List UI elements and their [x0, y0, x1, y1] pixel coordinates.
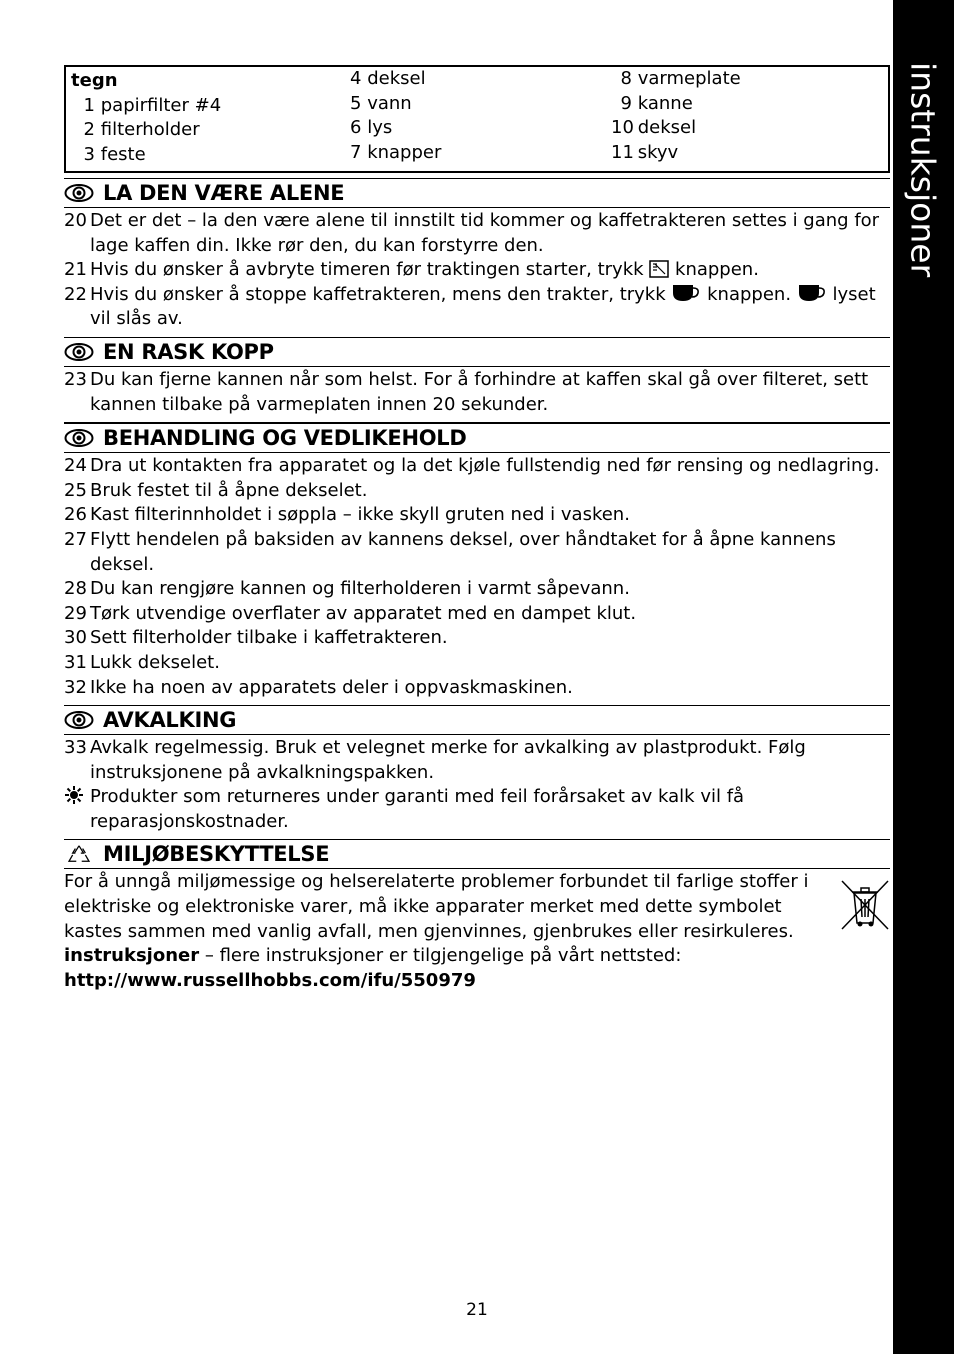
- list-item: 32 Ikke ha noen av apparatets deler i oppvaskmaskinen.: [64, 676, 573, 698]
- timer-button-icon: [649, 260, 669, 278]
- legend-item: 2 filterholder: [83, 119, 200, 140]
- list-item: 26 Kast filterinnholdet i søppla – ikke skyll gruten ned i vasken.: [64, 504, 630, 526]
- list-item: 31 Lukk dekselet.: [64, 651, 220, 673]
- list-item: 20 Det er det – la den være alene til innstilt tid kommer og kaffetrakteren settes i gang for lage kaffen din. Ikke rør den, du kan forstyrre den.: [64, 210, 880, 256]
- list-item: 21 Hvis du ønsker å avbryte timeren før traktingen starter, trykk knappen.: [64, 259, 759, 281]
- section-heading-quick-cup: EN RASK KOPP: [64, 337, 890, 367]
- parts-legend: [64, 65, 890, 173]
- eye-icon: [64, 342, 94, 362]
- section-body-care: [64, 453, 890, 700]
- section-body-quick-cup: [64, 367, 890, 417]
- instructions-url: http://www.russellhobbs.com/ifu/550979: [64, 969, 476, 991]
- legend-item: 11 skyv: [611, 141, 679, 163]
- legend-item: 7 knapper: [350, 141, 442, 163]
- section-heading-environment: MILJØBESKYTTELSE: [64, 839, 890, 869]
- cup-icon: [671, 283, 701, 303]
- legend-item: 6 lys: [350, 117, 393, 138]
- legend-item: 9 kanne: [620, 92, 693, 114]
- list-item: 30 Sett filterholder tilbake i kaffetrakteren.: [64, 627, 448, 649]
- legend-column-1: [71, 69, 221, 167]
- instructions-note: instruksjoner – flere instruksjoner er tilgjengelige på vårt nettsted:: [64, 945, 682, 967]
- legend-item: 1 papirfilter #4: [83, 94, 222, 116]
- page-content: [64, 65, 890, 993]
- list-item: 33 Avkalk regelmessig. Bruk et velegnet merke for avkalking av plastprodukt. Følg instruksjonene på avkalkningspakken.: [64, 737, 806, 783]
- section-body-descale: [64, 735, 890, 834]
- cup-icon: [797, 283, 827, 303]
- list-item: 29 Tørk utvendige overflater av apparatet med en dampet klut.: [64, 602, 637, 624]
- legend-item: 10 deksel: [611, 117, 697, 138]
- sun-warning-icon: [64, 785, 84, 805]
- legend-item: 8 varmeplate: [620, 68, 741, 89]
- list-item: 23 Du kan fjerne kannen når som helst. For å forhindre at kaffen skal gå over filteret, sett kannen tilbake på varmeplaten innen 20 sekunder.: [64, 368, 869, 415]
- legend-column-2: [350, 67, 441, 165]
- section-heading-alone: LA DEN VÆRE ALENE: [64, 178, 890, 208]
- side-tab-label: instruksjoner: [903, 62, 943, 278]
- crossed-bin-icon: [840, 879, 890, 931]
- legend-item: 4 deksel: [350, 68, 426, 89]
- legend-item: 5 vann: [350, 92, 412, 114]
- section-heading-care: BEHANDLING OG VEDLIKEHOLD: [64, 422, 890, 453]
- list-item: 28 Du kan rengjøre kannen og filterholderen i varmt såpevann.: [64, 578, 630, 600]
- eye-icon: [64, 710, 94, 730]
- legend-item: 3 feste: [83, 143, 146, 165]
- environment-text: For å unngå miljømessige og helserelaterte problemer forbundet til farlige stoffer i elektriske og elektroniske varer, må ikke apparater merket med dette symbolet kastes sammen med vanlig avfall, men gjenvinnes, gjenbrukes eller resirkuleres.: [64, 871, 809, 942]
- warning-item: Produkter som returneres under garanti med feil forårsaket av kalk vil få reparasjonskostnader.: [64, 785, 890, 834]
- list-item: 27 Flytt hendelen på baksiden av kannens deksel, over håndtaket for å åpne kannens deksel.: [64, 528, 836, 575]
- list-item: 25 Bruk festet til å åpne dekselet.: [64, 479, 368, 501]
- list-item: 22 Hvis du ønsker å stoppe kaffetrakteren, mens den trakter, trykk knappen. lyset vil slås av.: [64, 283, 876, 330]
- eye-icon: [64, 183, 94, 203]
- page-number: 21: [466, 1300, 488, 1320]
- section-body-environment: [64, 869, 890, 993]
- legend-title: tegn: [71, 70, 118, 91]
- recycle-icon: [64, 844, 94, 864]
- list-item: 24 Dra ut kontakten fra apparatet og la det kjøle fullstendig ned før rensing og nedlagring.: [64, 455, 880, 477]
- side-tab: [893, 0, 954, 1354]
- section-heading-descale: AVKALKING: [64, 705, 890, 735]
- legend-column-3: [611, 67, 741, 165]
- eye-icon: [64, 428, 94, 448]
- section-body-alone: [64, 208, 890, 332]
